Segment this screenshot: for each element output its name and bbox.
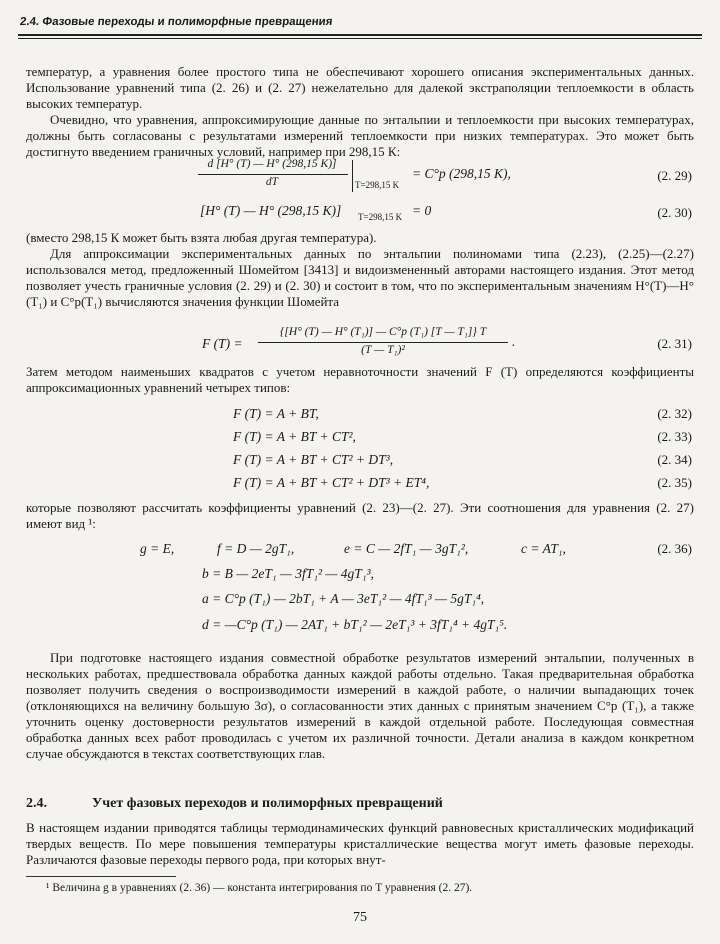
eq236-g: g = E, (140, 541, 175, 556)
eq232-expr: F (T) = A + BT, (233, 406, 319, 421)
section-title: Учет фазовых переходов и полиморфных превращений (92, 796, 443, 811)
eq235-expr: F (T) = A + BT + CT² + DT³ + ET⁴, (233, 475, 430, 490)
running-header: 2.4. Фазовые переходы и полиморфные превращения (19, 16, 334, 28)
eq230-lhs: [H° (T) — H° (298,15 K)] (200, 203, 342, 218)
eq229-rhs: = C°p (298,15 K), (412, 166, 511, 181)
eq230-subscript: T=298,15 K (358, 212, 403, 222)
header-rule-thin (18, 38, 702, 39)
paragraph-2: Очевидно, что уравнения, аппроксимирующие данные по энтальпии и теплоемкости при высоких температурах, должны быть согласованы с результатами измерений теплоемкости при низких температурах. Это может быть достигнуто введением граничных условий, например при 298,15 К: (26, 112, 694, 159)
eq231-numerator: {[H° (T) — H° (T₁)] — C°p (T₁) [T — T₁]} T (279, 326, 487, 338)
eq234-number: (2. 34) (657, 452, 692, 467)
eq234-expr: F (T) = A + BT + CT² + DT³, (233, 452, 394, 467)
eq236-f: f = D — 2gT₁, (217, 541, 295, 556)
eq229-subscript: T=298,15 K (355, 180, 400, 190)
paragraph-3: (вместо 298,15 К может быть взята любая другая температура). (26, 230, 377, 245)
eq229-number: (2. 29) (657, 168, 692, 183)
eq229-fraction-line (198, 174, 348, 175)
eq236-number: (2. 36) (657, 541, 692, 556)
eq236-b: b = B — 2eT₁ — 3fT₁² — 4gT₁³, (202, 566, 374, 581)
paragraph-5: Затем методом наименьших квадратов с учетом неравноточности значений F (T) определяются коэффициенты аппроксимационных уравнений четырех типов: (26, 364, 694, 395)
paragraph-1: температур, а уравнения более простого типа не обеспечивают хорошего описания экспериментальных данных. Использование уравнений типа (2. 26) и (2. 27) нежелательно для далекой экстраполяции теплоемкости в область высоких температур. (26, 64, 694, 111)
eq231-denominator: (T — T₁)² (361, 344, 405, 356)
section-heading (26, 796, 443, 812)
page-number: 75 (353, 910, 367, 925)
eq236-e: e = C — 2fT₁ — 3gT₁², (344, 541, 469, 556)
paragraph-4: Для аппроксимации экспериментальных данных по энтальпии полиномами типа (2.23), (2.25)—(2.27) использовался метод, предложенный Шомейтом [3413] и видоизмененный авторами настоящего издания. Этот метод позволяет учесть граничные условия (2. 29) и (2. 30) и состоит в том, что по экспериментальным значениям H°(T)—H°(T₁) и C°p(T₁) вычисляются значения функции Шомейта (26, 246, 694, 309)
eq233-expr: F (T) = A + BT + CT², (233, 429, 356, 444)
eq231-number: (2. 31) (657, 336, 692, 351)
paragraph-7: При подготовке настоящего издания совместной обработке результатов измерений энтальпии, полученных в нескольких работах, предшествовала обработка данных каждой работы отдельно. Такая предварительная обработка позволяет получить сведения о воспроизводимости измерений в каждой работе, о наличии выпадающих точек (отклоняющихся на величину большую 3σ), о согласованности этих данных с принятым значением C°p (T₁), а также уточнить оценку достоверности результатов измерений в каждой отдельной работе. Последующая совместная обработка данных всех работ проводилась с учетом их различной точности. Детали анализа в каждом конкретном случае обсуждаются в текстах соответствующих глав. (26, 650, 694, 761)
paragraph-8: В настоящем издании приводятся таблицы термодинамических функций равновесных кристаллических модификаций твердых веществ. По мере повышения температуры кристаллические вещества могут иметь фазовые переходы. Различаются фазовые переходы первого рода, при которых внут- (26, 820, 694, 867)
header-rule (18, 34, 702, 36)
paragraph-6: которые позволяют рассчитать коэффициенты уравнений (2. 23)—(2. 27). Эти соотношения для уравнения (2. 27) имеют вид ¹: (26, 500, 694, 531)
eq236-a: a = C°p (T₁) — 2bT₁ + A — 3eT₁² — 4fT₁³ — 5gT₁⁴, (202, 591, 485, 606)
eq236-d: d = —C°p (T₁) — 2AT₁ + bT₁² — 2eT₁³ + 3fT₁⁴ + 4gT₁⁵. (202, 617, 508, 632)
footnote-rule (26, 876, 176, 877)
eq233-number: (2. 33) (657, 429, 692, 444)
eq229-eval-bar (352, 160, 353, 192)
eq230-rhs: = 0 (412, 203, 432, 218)
eq231-lhs: F (T) = (202, 336, 243, 351)
eq236-c: c = AT₁, (521, 541, 566, 556)
eq232-number: (2. 32) (657, 406, 692, 421)
eq230-number: (2. 30) (657, 205, 692, 220)
eq231-tail: . (512, 334, 516, 349)
eq229-denominator: dT (265, 176, 279, 188)
eq229-numerator: d [H° (T) — H° (298,15 K)] (207, 158, 337, 170)
section-number: 2.4. (26, 796, 47, 811)
eq231-fraction-line (258, 342, 508, 343)
footnote: ¹ Величина g в уравнениях (2. 36) — константа интегрирования по T уравнения (2. 27). (46, 882, 473, 894)
eq235-number: (2. 35) (657, 475, 692, 490)
